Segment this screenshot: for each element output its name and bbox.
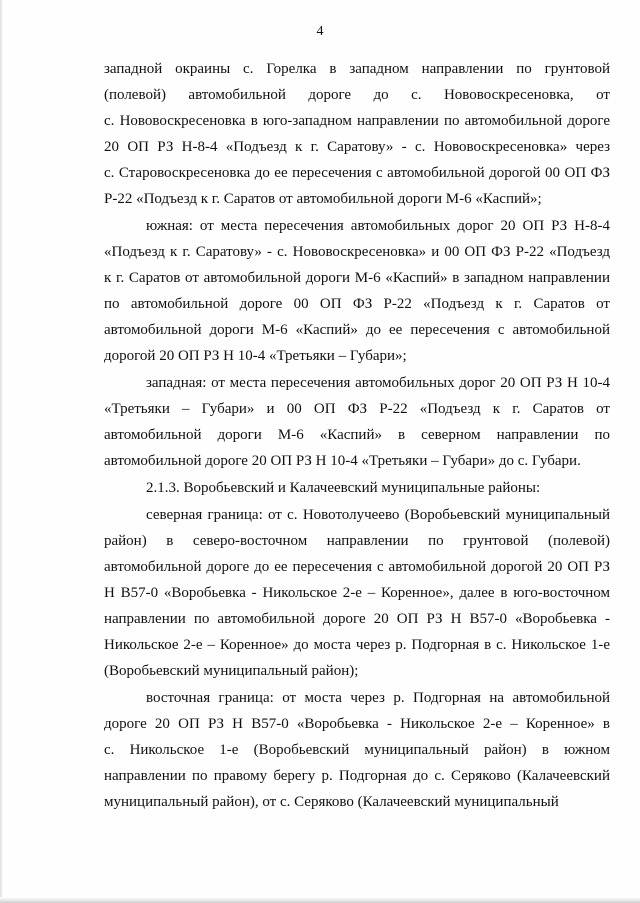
text-line: «Подъезд к г. Саратову» - с. Нововоскресеновка» и 00 ОП ФЗ Р-22 «Подъезд [104,244,610,260]
text-line: автомобильной дороги М-6 «Каспий» в северном направлении по [104,427,610,443]
page-bottom-shadow [0,897,640,903]
page-number: 4 [316,24,324,39]
text-line: к г. Саратов от автомобильной дороги М-6 «Каспий» в западном направлении [104,270,610,286]
text-line: северная граница: от с. Новотолучеево (Воробьевский муниципальный [146,507,610,523]
text-line: с. Старовоскресеновка до ее пересечения с автомобильной дорогой 00 ОП ФЗ [104,165,610,181]
text-line: дороге 20 ОП РЗ Н В57-0 «Воробьевка - Никольское 2-е – Коренное» в [104,716,610,732]
text-line: (полевой) автомобильной дороге до с. Нововоскресеновка, от [104,87,610,103]
text-line: автомобильной дороге до ее пересечения с автомобильной дорогой 20 ОП РЗ [104,559,610,575]
document-body [104,56,610,816]
paragraph [104,213,610,369]
text-line: с. Нововоскресеновка в юго-западном направлении по автомобильной дороге [104,113,610,129]
text-line: автомобильной дороге 20 ОП РЗ Н 10-4 «Третьяки – Губари» до с. Губари. [104,453,581,469]
text-line: западной окраины с. Горелка в западном направлении по грунтовой [104,61,610,77]
text-line: район) в северо-восточном направлении по грунтовой (полевой) [104,533,610,549]
text-line: с. Никольское 1-е (Воробьевский муниципальный район) в южном [104,742,610,758]
page-left-shadow [0,0,3,903]
text-line: Р-22 «Подъезд к г. Саратов от автомобильной дороги М-6 «Каспий»; [104,191,542,207]
text-line: автомобильной дороги М-6 «Каспий» до ее пересечения с автомобильной [104,322,610,338]
paragraph [104,685,610,815]
text-line: Никольское 2-е – Коренное» до моста через р. Подгорная в с. Никольское 1-е [104,637,610,653]
text-line: восточная граница: от моста через р. Подгорная на автомобильной [146,690,610,706]
text-line: направлении по правому берегу р. Подгорная до с. Серяково (Калачеевский [104,768,610,784]
paragraph [104,370,610,474]
text-line: 20 ОП РЗ Н-8-4 «Подъезд к г. Саратову» - с. Нововоскресеновка» через [104,139,610,155]
text-line: направлении по автомобильной дороге 20 ОП РЗ Н В57-0 «Воробьевка - [104,611,610,627]
paragraph [104,502,610,684]
text-line: (Воробьевский муниципальный район); [104,663,359,679]
text-line: муниципальный район), от с. Серяково (Калачеевский муниципальный [104,794,559,810]
text-line: западная: от места пересечения автомобильных дорог 20 ОП РЗ Н 10-4 [146,375,610,391]
text-line: дорогой 20 ОП РЗ Н 10-4 «Третьяки – Губари»; [104,348,407,364]
text-line: Н В57-0 «Воробьевка - Никольское 2-е – Коренное», далее в юго-восточном [104,585,610,601]
text-line: 2.1.3. Воробьевский и Калачеевский муниципальные районы: [146,480,541,496]
paragraph [104,475,610,501]
text-line: южная: от места пересечения автомобильных дорог 20 ОП РЗ Н-8-4 [146,218,610,234]
paragraph [104,56,610,212]
text-line: «Третьяки – Губари» и 00 ОП ФЗ Р-22 «Подъезд к г. Саратов от [104,401,610,417]
text-line: по автомобильной дороге 00 ОП ФЗ Р-22 «Подъезд к г. Саратов от [104,296,610,312]
